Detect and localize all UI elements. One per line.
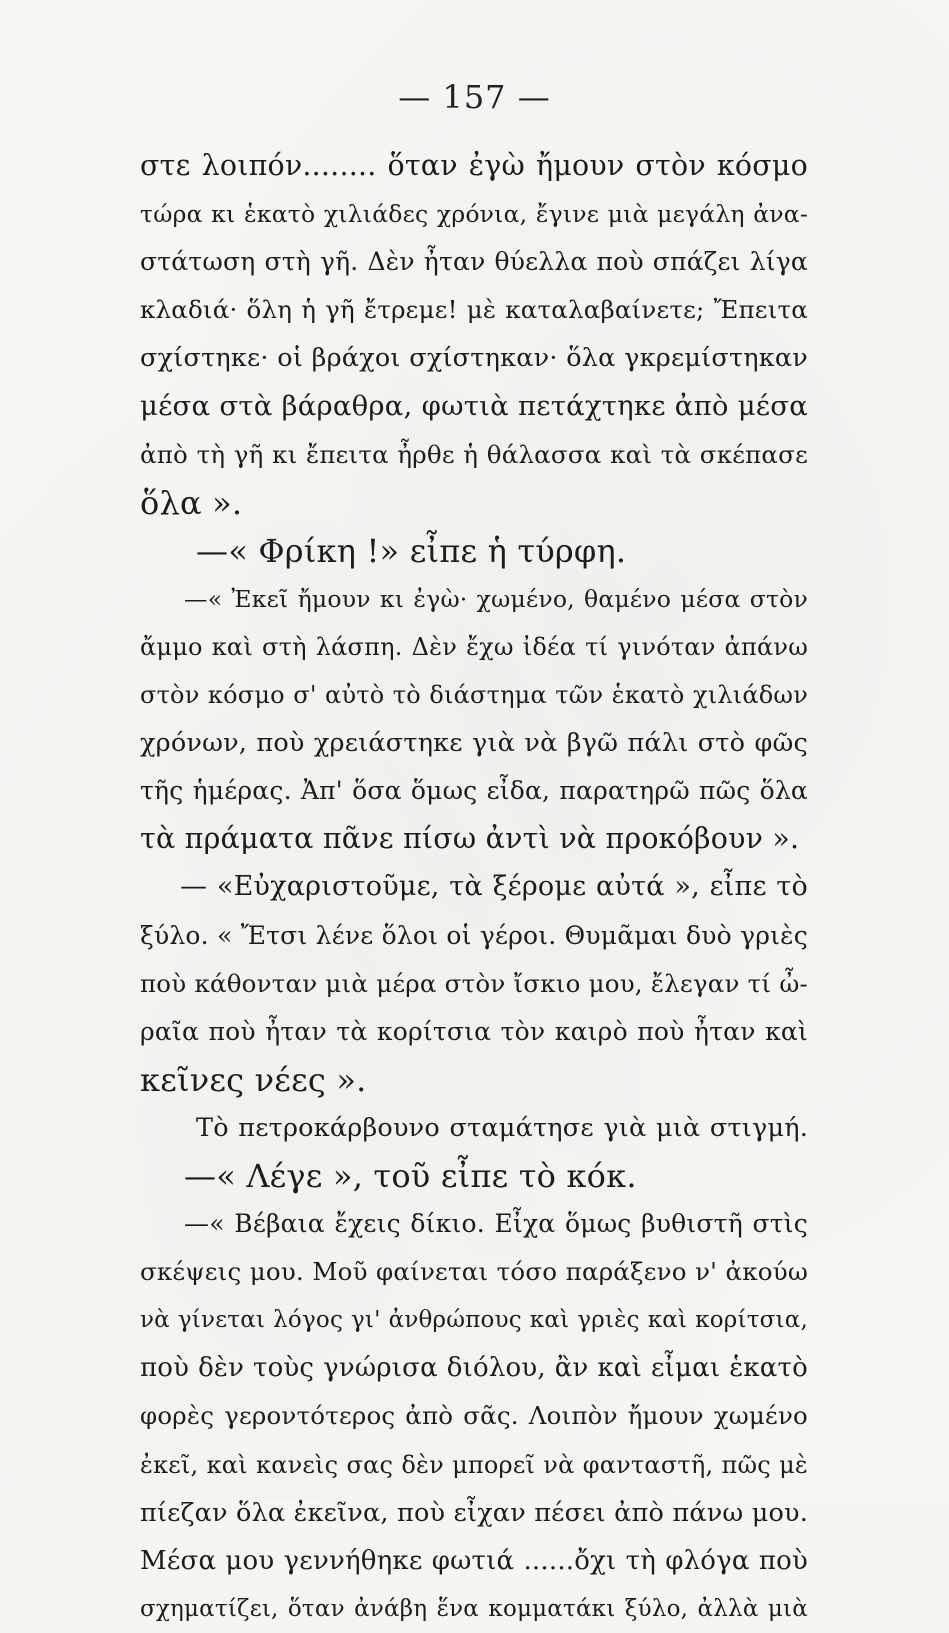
text-line: ραῖα ποὺ ἦταν τὰ κορίτσια τὸν καιρὸ ποὺ ἦταν καὶ [140,1016,808,1046]
text-line: —« Λέγε », τοῦ εἶπε τὸ κόκ. [184,1156,637,1195]
text-line: τῆς ἡμέρας. Ἀπ' ὅσα ὅμως εἶδα, παρατηρῶ πῶς ὅλα [140,776,808,806]
text-line: φορὲς γεροντότερος ἀπὸ σᾶς. Λοιπὸν ἤμουν χωμένο [140,1401,808,1431]
text-line: τώρα κι ἑκατὸ χιλιάδες χρόνια, ἔγινε μιὰ μεγάλη ἀνα- [140,200,808,229]
text-line: σκέψεις μου. Μοῦ φαίνεται τόσο παράξενο ν' ἀκούω [140,1257,808,1287]
text-line: Μέσα μου γεννήθηκε φωτιά ......ὄχι τὴ φλόγα ποὺ [140,1545,808,1576]
text-line: στάτωση στὴ γῆ. Δὲν ἦταν θύελλα ποὺ σπάζει λίγα [140,247,808,277]
text-line: σχίστηκε· οἱ βράχοι σχίστηκαν· ὅλα γκρεμίστηκαν [140,343,808,374]
text-line: ξύλο. « Ἔτσι λένε ὅλοι οἱ γέροι. Θυμᾶμαι δυὸ γριὲς [140,920,808,950]
text-line: ποὺ κάθονταν μιὰ μέρα στὸν ἴσκιο μου, ἔλεγαν τί ὦ- [140,968,808,998]
text-line: σχηματίζει, ὅταν ἀνάβη ἕνα κομματάκι ξύλο, ἀλλὰ μιὰ [140,1595,808,1622]
text-line: — «Εὐχαριστοῦμε, τὰ ξέρομε αὐτά », εἶπε τὸ [180,871,808,903]
text-line: —« Ἐκεῖ ἤμουν κι ἐγὼ· χωμένο, θαμένο μέσα στὸν [184,584,808,613]
text-line: ἀπὸ τὴ γῆ κι ἔπειτα ἦρθε ἡ θάλασσα καὶ τὰ σκέπασε [140,439,808,469]
text-line: στε λοιπόν........ ὅταν ἐγὼ ἤμουν στὸν κόσμο [140,149,808,182]
text-line: πίεζαν ὅλα ἐκεῖνα, ποὺ εἶχαν πέσει ἀπὸ πάνω μου. [140,1497,809,1528]
text-line: Τὸ πετροκάρβουνο σταμάτησε γιὰ μιὰ στιγμή. [196,1112,808,1143]
text-line: νὰ γίνεται λόγος γι' ἀνθρώπους καὶ γριὲς καὶ κορίτσια, [140,1307,808,1334]
text-line: χρόνων, ποὺ χρειάστηκε γιὰ νὰ βγῶ πάλι στὸ φῶς [140,728,808,759]
text-line: —« Βέβαια ἔχεις δίκιο. Εἶχα ὅμως βυθιστῆ στὶς [184,1209,808,1239]
text-line: κεῖνες νέες ». [140,1060,367,1099]
text-line: —« Φρίκη !» εἶπε ἡ τύρφη. [196,531,627,570]
text-line: κλαδιά· ὅλη ἡ γῆ ἔτρεμε! μὲ καταλαβαίνετε; Ἔπειτα [140,295,808,325]
text-line: ποὺ δὲν τοὺς γνώρισα διόλου, ἂν καὶ εἶμαι ἑκατὸ [140,1353,808,1384]
body-text [140,142,808,1633]
page-number: — 157 — [398,78,551,116]
text-line: μέσα στὰ βάραθρα, φωτιὰ πετάχτηκε ἀπὸ μέσα [140,390,808,423]
text-line: τὰ πράματα πᾶνε πίσω ἀντὶ νὰ προκόβουν ». [140,822,800,856]
text-line: ὅλα ». [140,483,243,522]
text-line: ἄμμο καὶ στὴ λάσπη. Δὲν ἔχω ἰδέα τί γινόταν ἀπάνω [140,632,808,661]
text-line: ἐκεῖ, καὶ κανεὶς σας δὲν μπορεῖ νὰ φανταστῆ, πῶς μὲ [140,1450,808,1479]
text-line: στὸν κόσμο σ' αὐτὸ τὸ διάστημα τῶν ἑκατὸ χιλιάδων [140,681,808,710]
